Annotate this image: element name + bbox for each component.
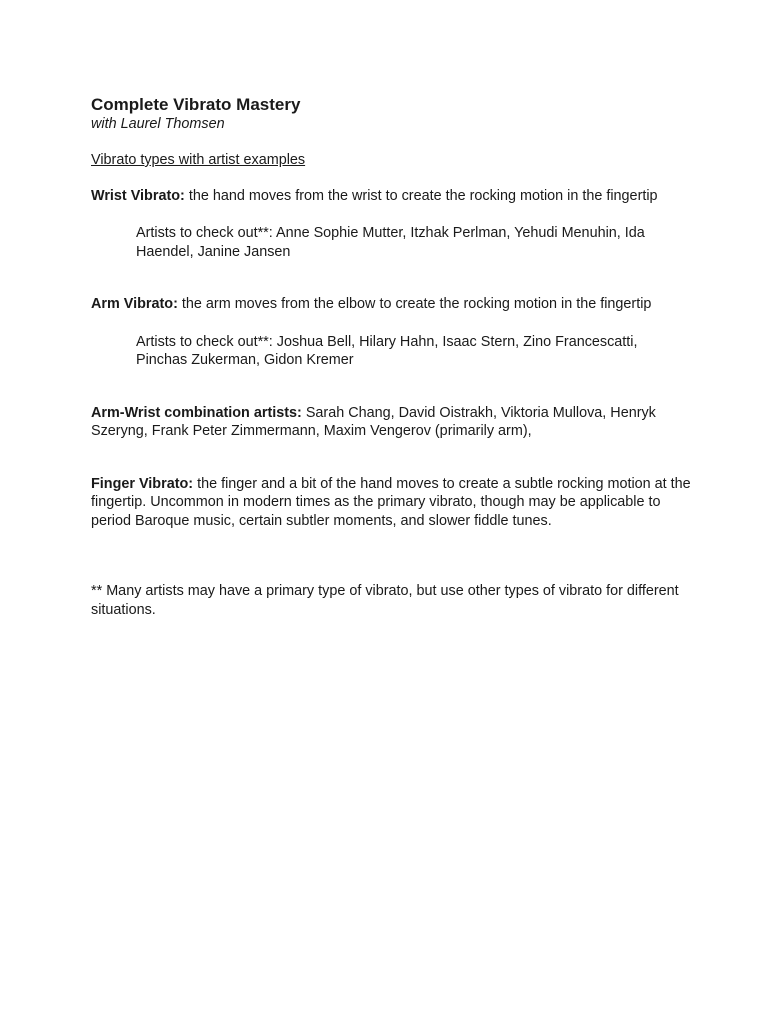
arm-vibrato-label: Arm Vibrato: [91, 296, 178, 312]
arm-wrist-combination-paragraph [91, 404, 691, 441]
finger-vibrato-description: the finger and a bit of the hand moves to create a subtle rocking motion at the fingertip. Uncommon in modern times as the primary vibrato, though may be applicable to period Baroque music, certain subtler moments, and slower fiddle tunes. [91, 475, 691, 529]
arm-wrist-combination-label: Arm-Wrist combination artists: [91, 404, 302, 421]
arm-vibrato-description: the arm moves from the elbow to create the rocking motion in the fingertip [177, 296, 652, 312]
arm-vibrato-artists: Artists to check out**: Joshua Bell, Hilary Hahn, Isaac Stern, Zino Francescatti, Pinchas Zukerman, Gidon Kremer [136, 333, 638, 368]
finger-vibrato-label: Finger Vibrato: [91, 475, 194, 492]
arm-vibrato-paragraph [91, 295, 691, 314]
footnote: ** Many artists may have a primary type of vibrato, but use other types of vibrato for different situations. [91, 583, 679, 618]
wrist-vibrato-artists: Artists to check out**: Anne Sophie Mutter, Itzhak Perlman, Yehudi Menuhin, Ida Haendel, Janine Jansen [136, 225, 645, 260]
wrist-vibrato-label: Wrist Vibrato: [91, 187, 185, 204]
document-subtitle: with Laurel Thomsen [91, 116, 225, 132]
arm-wrist-combination-artists: Sarah Chang, David Oistrakh, Viktoria Mullova, Henryk Szeryng, Frank Peter Zimmermann, Maxim Vengerov (primarily arm), [91, 404, 656, 439]
section-heading: Vibrato types with artist examples [91, 152, 306, 168]
finger-vibrato-paragraph [91, 475, 691, 531]
document-title: Complete Vibrato Mastery [91, 95, 301, 114]
document-page [91, 94, 691, 619]
wrist-vibrato-description: the hand moves from the wrist to create the rocking motion in the fingertip [184, 187, 658, 204]
wrist-vibrato-paragraph [91, 187, 691, 206]
